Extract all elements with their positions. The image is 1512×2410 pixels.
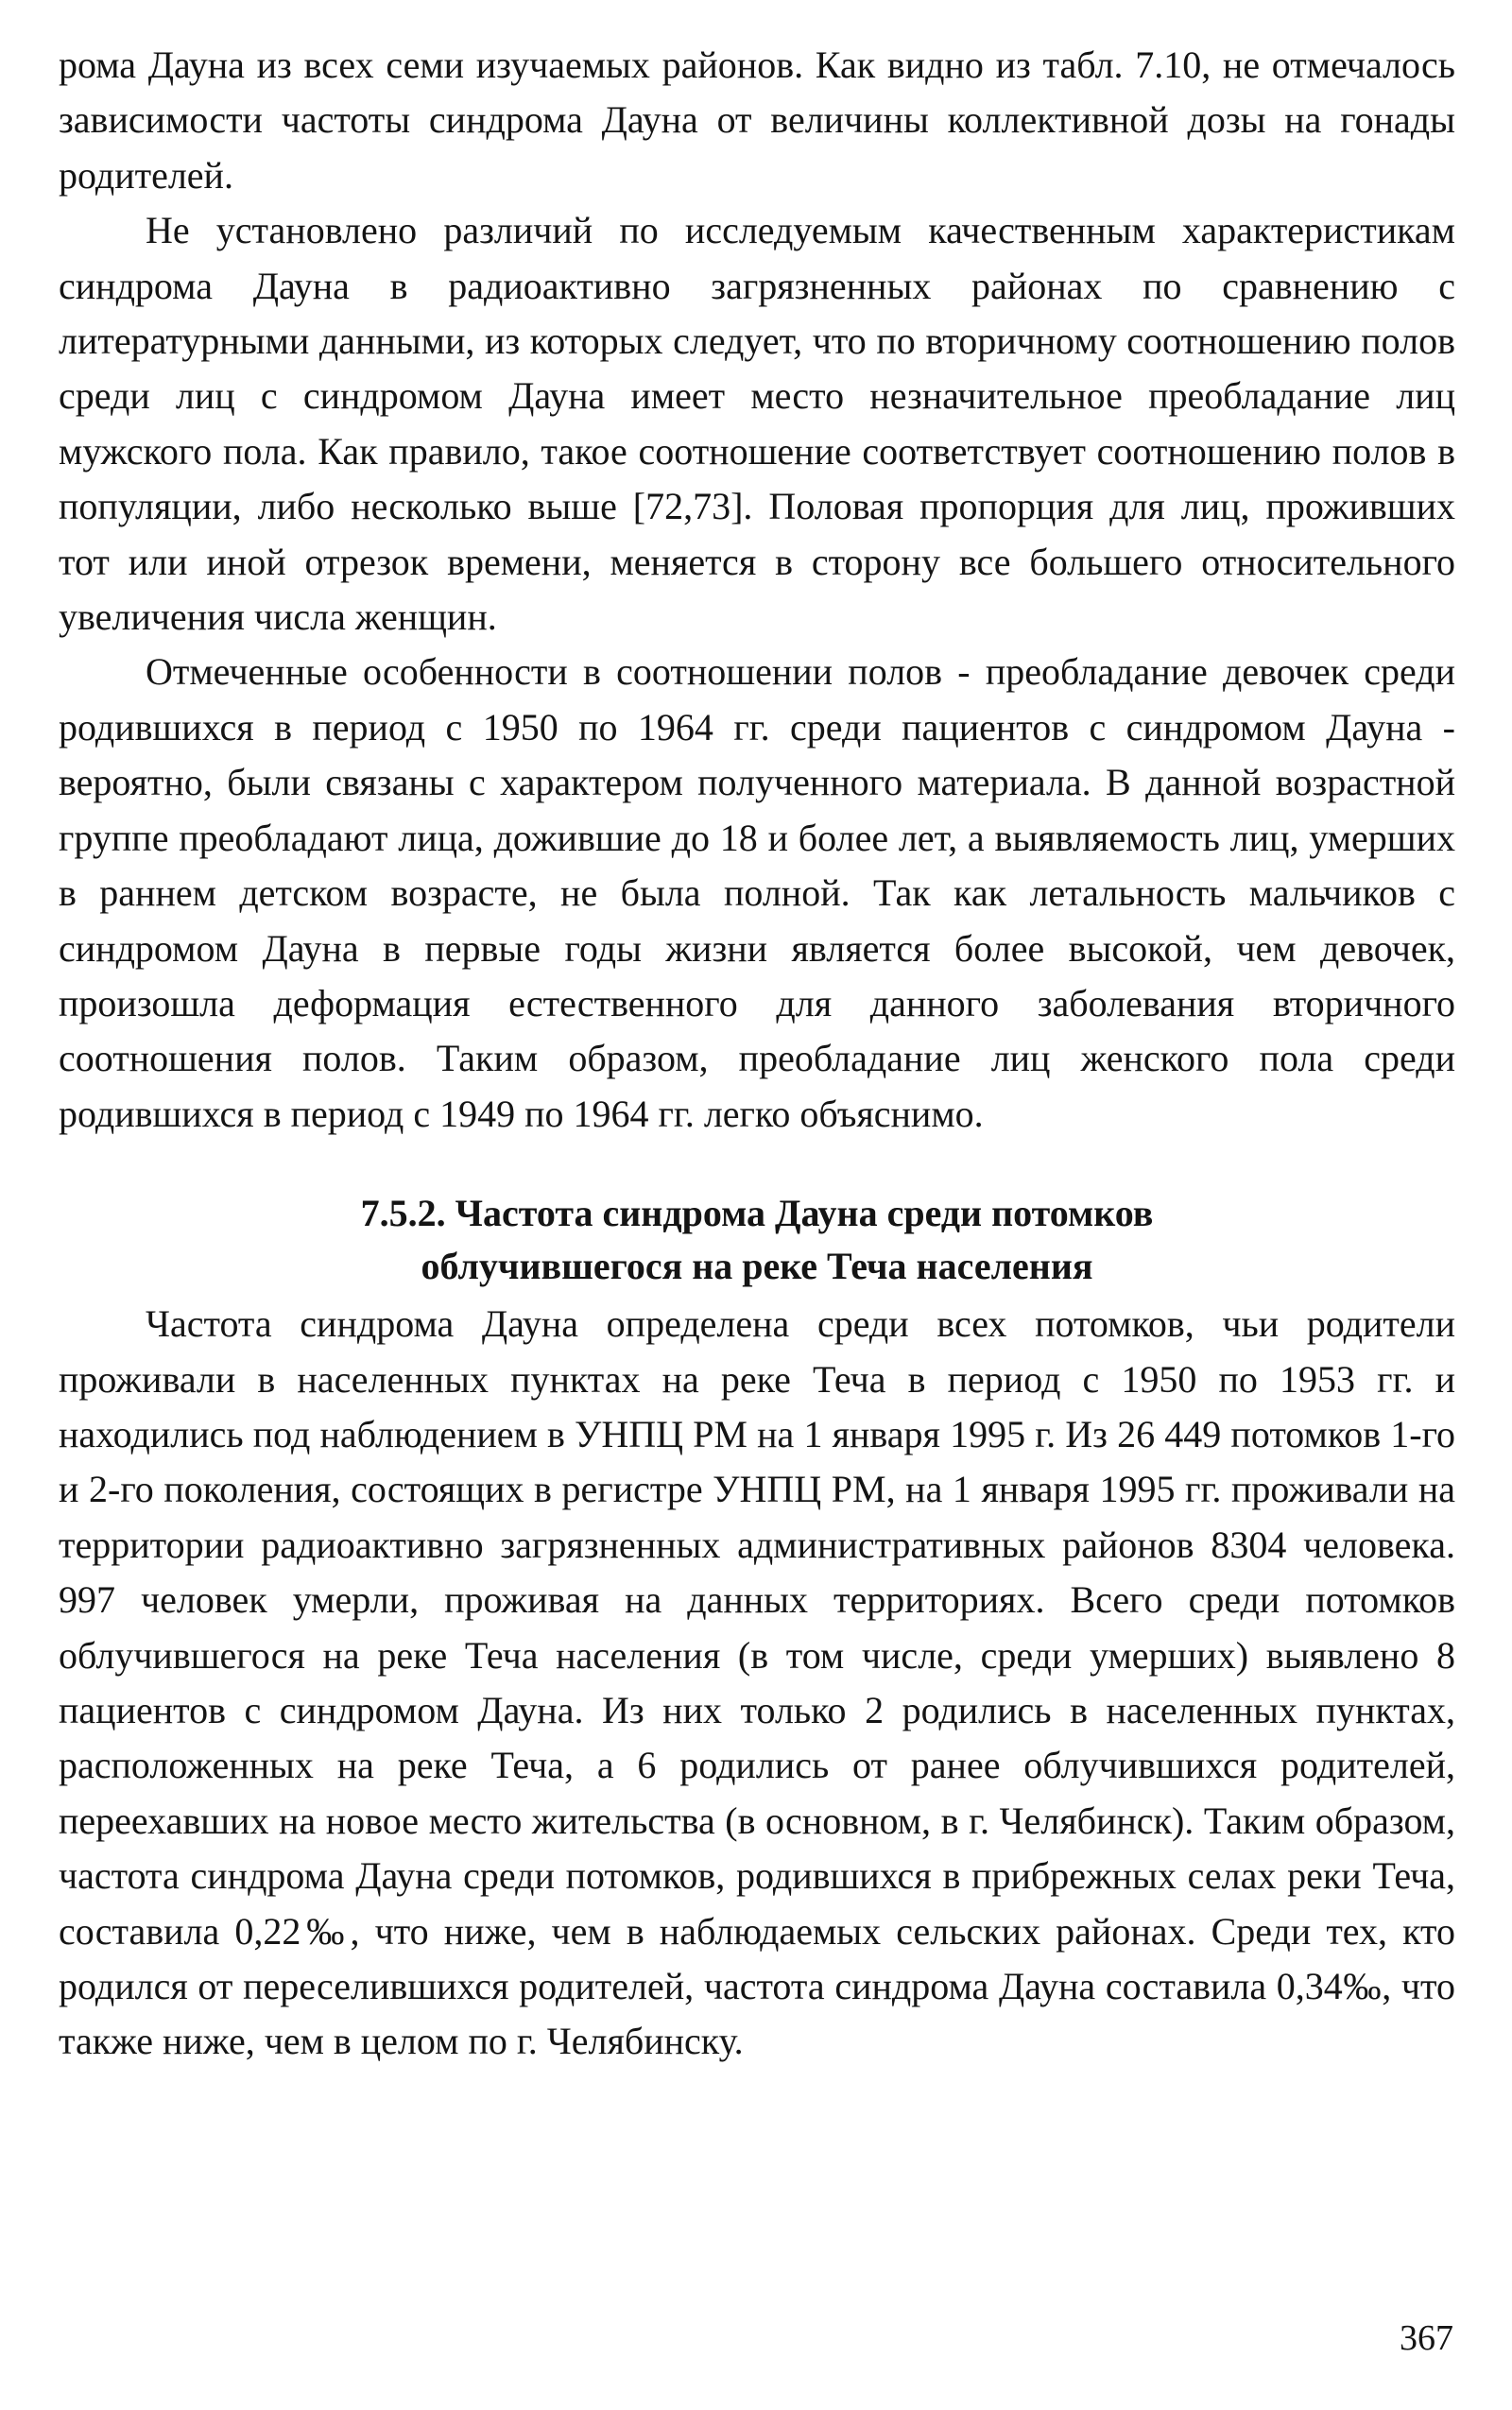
document-page: [59, 38, 1455, 2070]
paragraph-sex-ratio: Не установлено различий по исследуемым качественным характеристикам синдрома Дауна в радиоактивно загрязненных районах по сравнению с литературными данными, из которых следует, что по вторичному соотношению полов среди лиц с синдромом Дауна имеет место незначительное преобладание лиц мужского пола. Как правило, такое соотношение соответствует соотношению полов в популяции, либо несколько выше [72,73]. Половая пропорция для лиц, проживших тот или иной отрезок времени, меняется в сторону все большего относительного увеличения числа женщин.: [59, 209, 1455, 639]
paragraph-techa-frequency: Частота синдрома Дауна определена среди всех потомков, чьи родители проживали в населенных пунктах на реке Теча в период с 1950 по 1953 гг. и находились под наблюдением в УНПЦ РМ на 1 января 1995 г. Из 26 449 потомков 1-го и 2-го поколения, состоящих в регистре УНПЦ РМ, на 1 января 1995 гг. проживали на территории радиоактивно загрязненных административных районов 8304 человека. 997 человек умерли, проживая на данных территориях. Всего среди потомков облучившегося на реке Теча населения (в том числе, среди умерших) выявлено 8 пациентов с синдромом Дауна. Из них только 2 родились в населенных пунктах, расположенных на реке Теча, а 6 родились от ранее облучившихся родителей, переехавших на новое место жительства (в основном, в г. Челябинск). Таким образом, частота синдрома Дауна среди потомков, родившихся в прибрежных селах реки Теча, составила 0,22‰, что ниже, чем в наблюдаемых сельских районах. Среди тех, кто родился от переселившихся родителей, частота синдрома Дауна составила 0,34‰, что также ниже, чем в целом по г. Челябинску.: [59, 1302, 1455, 2063]
paragraph-girls-predominance: Отмеченные особенности в соотношении полов - преобладание девочек среди родившихся в период с 1950 по 1964 гг. среди пациентов с синдромом Дауна - вероятно, были связаны с характером полученного материала. В данной возрастной группе преобладают лица, дожившие до 18 и более лет, а выявляемость лиц, умерших в раннем детском возрасте, не была полной. Так как летальность мальчиков с синдромом Дауна в первые годы жизни является более высокой, чем девочек, произошла деформация естественного для данного заболевания вторичного соотношения полов. Таким образом, преобладание лиц женского пола среди родившихся в период с 1949 по 1964 гг. легко объяснимо.: [59, 650, 1455, 1135]
section-heading-line-1: 7.5.2. Частота синдрома Дауна среди потомков: [360, 1192, 1154, 1235]
section-heading-line-2: облучившегося на реке Теча населения: [421, 1245, 1093, 1288]
page-number: 367: [1400, 2318, 1453, 2358]
paragraph-continuation: рома Дауна из всех семи изучаемых районов. Как видно из табл. 7.10, не отмечалось зависимости частоты синдрома Дауна от величины коллективной дозы на гонады родителей.: [59, 43, 1455, 197]
section-heading: [59, 1187, 1455, 1293]
